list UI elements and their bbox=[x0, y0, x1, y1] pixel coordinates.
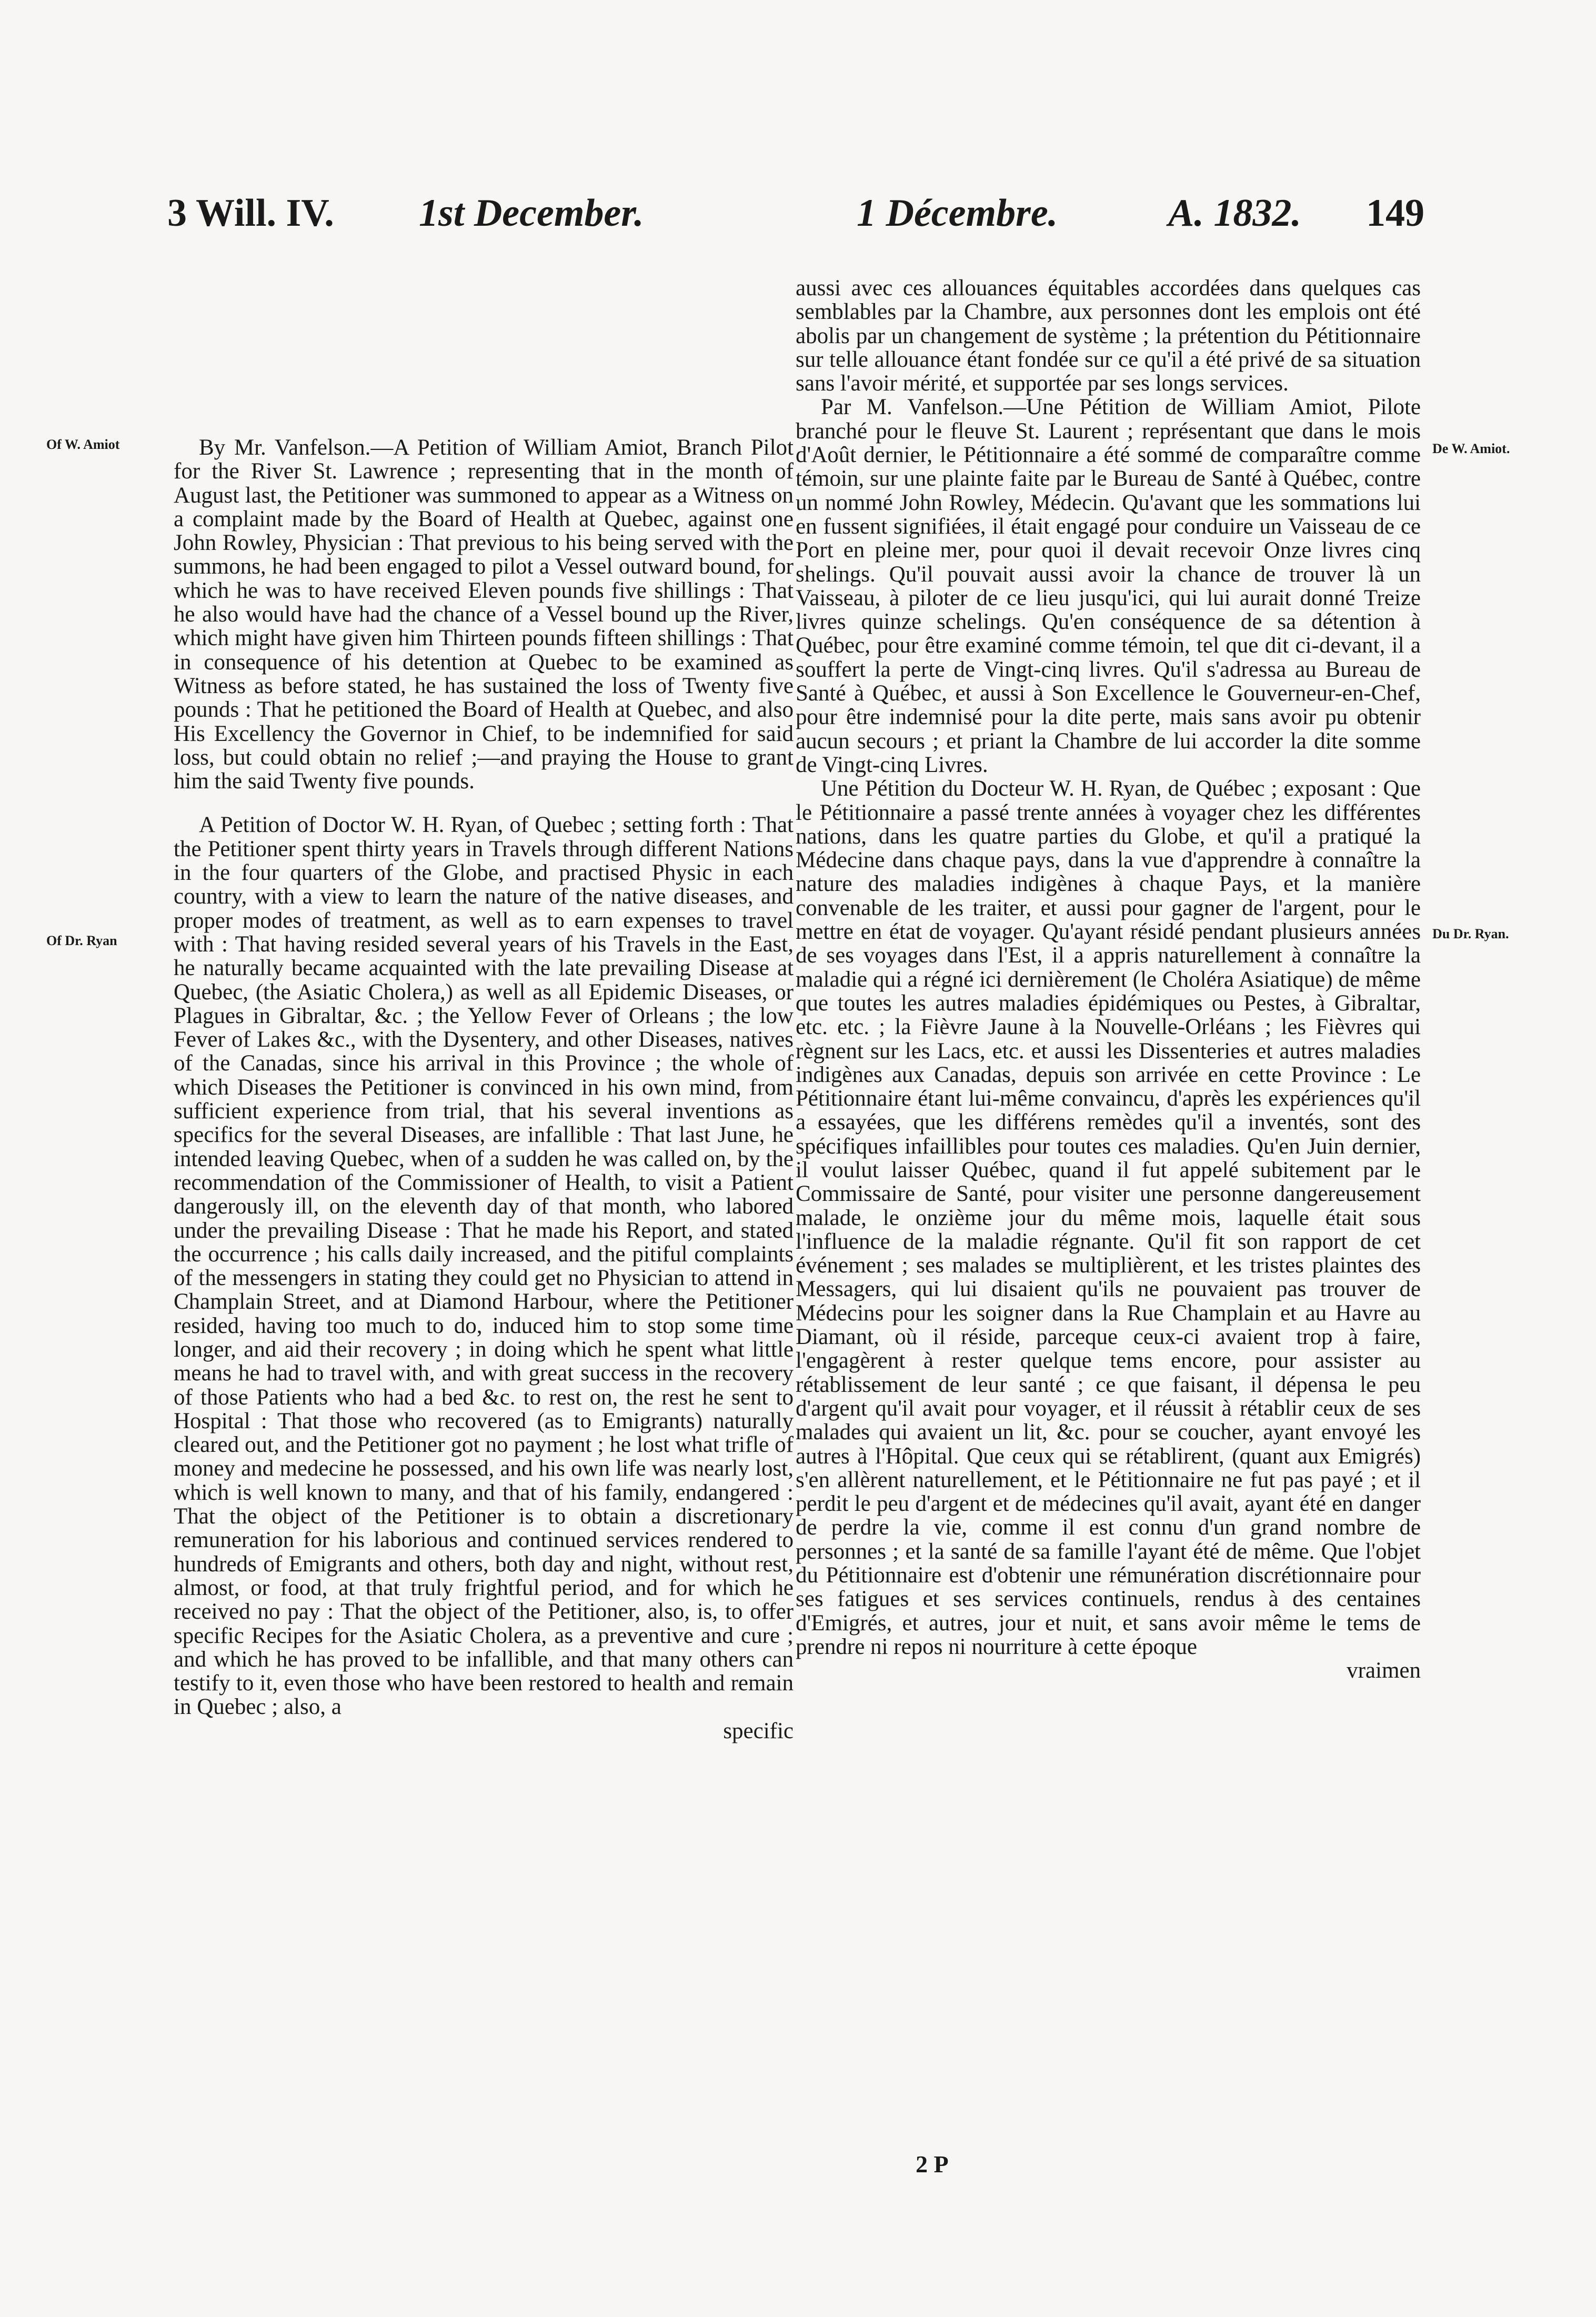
year-label: A. 1832. bbox=[1168, 192, 1301, 235]
french-footer-row bbox=[796, 1659, 1421, 1682]
english-ryan-petition: A Petition of Doctor W. H. Ryan, of Quebec ; setting forth : That the Petitioner spent thirty years in Travels through different Nations in the four quarters of the Globe, and practised Physic in each country, with a view to learn the nature of the native diseases, and proper modes of treatment, as well as to earn expenses to travel with : That having resided several years of his Travels in the East, he naturally became acquainted with the late prevailing Disease at Quebec, (the Asiatic Cholera,) as well as all Epidemic Diseases, or Plagues in Gibraltar, &c. ; the Yellow Fever of Orleans ; the low Fever of Lakes &c., with the Dysentery, and other Diseases, natives of the Canadas, since his arrival in this Province ; the whole of which Diseases the Petitioner is convinced in his own mind, from sufficient experience from trial, that his several inventions as specifics for the several Diseases, are infallible : That last June, he intended leaving Quebec, when of a sudden he was called on, by the recommendation of the Commissioner of Health, to visit a Patient dangerously ill, on the eleventh day of that month, who labored under the prevailing Disease : That he made his Report, and stated the occurrence ; his calls daily increased, and the pitiful complaints of the messengers in stating they could get no Physician to attend in Champlain Street, and at Diamond Harbour, where the Petitioner resided, having too much to do, induced him to stop some time longer, and aid their recovery ; in doing which he spent what little means he had to travel with, and with great success in the recovery of those Patients who had a bed &c. to rest on, the rest he sent to Hospital : That those who recovered (as to Emigrants) naturally cleared out, and the Petitioner got no payment ; he lost what trifle of money and medecine he possessed, and his own life was nearly lost, which is well known to many, and that of his family, endangered : That the object of the Petitioner is to obtain a discretionary remuneration for his laborious and continued services rendered to hundreds of Emigrants and others, both day and night, without rest, almost, or food, at that truly frightful period, and for which he received no pay : That the object of the Petitioner, also, is, to offer specific Recipes for the Asiatic Cholera, as a preventive and cure ; and which he has proved to be infallible, and that many others can testify to it, even those who have been restored to health and remain in Quebec ; also, a bbox=[174, 813, 794, 1720]
margin-note-amiot-fr: De W. Amiot. bbox=[1432, 441, 1510, 456]
signature-mark: 2 P bbox=[916, 2151, 949, 2178]
margin-note-ryan-fr: Du Dr. Ryan. bbox=[1432, 926, 1509, 941]
french-amiot-petition: Par M. Vanfelson.—Une Pétition de William Amiot, Pilote branché pour le fleuve St. Laurent ; représentant que dans le mois d'Août dernier, le Pétitionnaire a été sommé de comparaître comme témoin, sur une plainte faite par le Bureau de Santé à Québec, contre un nommé John Rowley, Médecin. Qu'avant que les sommations lui en fussent signifiées, il était engagé pour conduire un Vaisseau de ce Port en pleine mer, pour quoi il devait recevoir Onze livres cinq shelings. Qu'il pouvait aussi avoir la chance de trouver là un Vaisseau, à piloter de ce lieu jusqu'ici, qui lui aurait donné Treize livres quinze schelings. Qu'en conséquence de sa détention à Québec, pour être examiné comme témoin, tel que dit ci-devant, il a souffert la perte de Vingt-cinq livres. Qu'il s'adressa au Bureau de Santé à Québec, et aussi à Son Excellence le Gouverneur-en-Chef, pour être indemnisé pour la dite perte, mais sans avoir pu obtenir aucun secours ; et priant la Chambre de lui accorder la dite somme de Vingt-cinq Livres. bbox=[796, 395, 1421, 777]
english-catchword: specific bbox=[723, 1718, 794, 1743]
english-footer-row bbox=[174, 1719, 794, 1743]
french-ryan-petition: Une Pétition du Docteur W. H. Ryan, de Québec ; exposant : Que le Pétitionnaire a passé trente années à voyager chez les différentes nations, dans les quatre parties du Globe, et qu'il a pratiqué la Médecine dans chaque pays, dans la vue d'apprendre à connaître la nature des maladies indigènes à chaque Pays, et la manière convenable de les traiter, et aussi pour gagner de l'argent, pour le mettre en état de voyager. Qu'ayant résidé pendant plusieurs années de ses voyages dans l'Est, il a appris naturellement à connaître la maladie qui a régné ici dernièrement (le Choléra Asiatique) de même que toutes les autres maladies épidémiques ou Pestes, à Gibraltar, etc. etc. ; la Fièvre Jaune à la Nouvelle-Orléans ; les Fièvres qui règnent sur les Lacs, etc. et aussi les Dissenteries et autres maladies indigènes aux Canadas, depuis son arrivée en cette Province : Le Pétitionnaire étant lui-même convaincu, d'après les expériences qu'il a essayées, que les différens remèdes qu'il a inventés, sont des spécifiques infaillibles pour toutes ces maladies. Qu'en Juin dernier, il voulut laisser Québec, quand il fut appelé subitement par le Commissaire de Santé, pour visiter une personne dangereusement malade, le onzième jour du même mois, laquelle était sous l'influence de la maladie régnante. Qu'il fit son rapport de cet événement ; ses malades se multiplièrent, et les tristes plaintes des Messagers, qui lui disaient qu'ils ne pouvaient pas trouver de Médecins pour les soigner dans la Rue Champlain et au Havre au Diamant, où il réside, parceque ceux-ci avaient trop à faire, l'engagèrent à rester quelque tems encore, pour assister au rétablissement de leur santé ; ce que faisant, il dépensa le peu d'argent qu'il avait pour voyager, et il réussit à rétablir ceux de ses malades qui avaient un lit, &c. pour se coucher, ayant envoyé les autres à l'Hôpital. Que ceux qui se rétablirent, (quant aux Emigrés) s'en allèrent naturellement, et le Pétitionnaire ne fut pas payé ; et il perdit le peu d'argent et de médecines qu'il avait, ayant été en danger de perdre la vie, comme il est connu d'un grand nombre de personnes ; et la santé de sa famille l'ayant été de même. Que l'objet du Pétitionnaire est d'obtenir une rémunération discrétionnaire pour ses fatigues et ses services continuels, rendus à des centaines d'Emigrés, et autres, jour et nuit, et sans avoir même le tems de prendre ni repos ni nourriture à cette époque bbox=[796, 776, 1421, 1659]
margin-note-ryan-en: Of Dr. Ryan bbox=[46, 933, 117, 948]
english-date: 1st December. bbox=[419, 192, 644, 235]
english-amiot-petition: By Mr. Vanfelson.—A Petition of William Amiot, Branch Pilot for the River St. Lawrence ; representing that in the month of August last, the Petitioner was summoned to appear as a Witness on a complaint made by the Board of Health at Quebec, against one John Rowley, Physician : That previous to his being served with the summons, he had been engaged to pilot a Vessel outward bound, for which he was to have received Eleven pounds five shillings : That he also would have had the chance of a Vessel bound up the River, which might have given him Thirteen pounds fifteen shillings : That in consequence of his detention at Quebec to be examined as Witness as before stated, he has sustained the loss of Twenty five pounds : That he petitioned the Board of Health at Quebec, and also His Excellency the Governor in Chief, to be indemnified for said loss, but could obtain no relief ;—and praying the House to grant him the said Twenty five pounds. bbox=[174, 435, 794, 794]
reign-label: 3 Will. IV. bbox=[167, 192, 334, 235]
french-date: 1 Décembre. bbox=[857, 192, 1058, 235]
french-catchword: vraimen bbox=[1347, 1658, 1421, 1683]
margin-note-amiot-en: Of W. Amiot bbox=[46, 437, 120, 452]
french-continuation: aussi avec ces allouances équitables accordées dans quelques cas semblables par la Chambre, aux personnes dont les emplois ont été abolis par un changement de système ; la prétention du Pétitionnaire sur telle allouance étant fondée sur ce qu'il a été privé de sa situation sans l'avoir mérité, et supportée par ses longs services. bbox=[796, 276, 1421, 396]
english-column bbox=[174, 436, 794, 1743]
french-column bbox=[796, 276, 1421, 1683]
page-number: 149 bbox=[1366, 192, 1424, 235]
